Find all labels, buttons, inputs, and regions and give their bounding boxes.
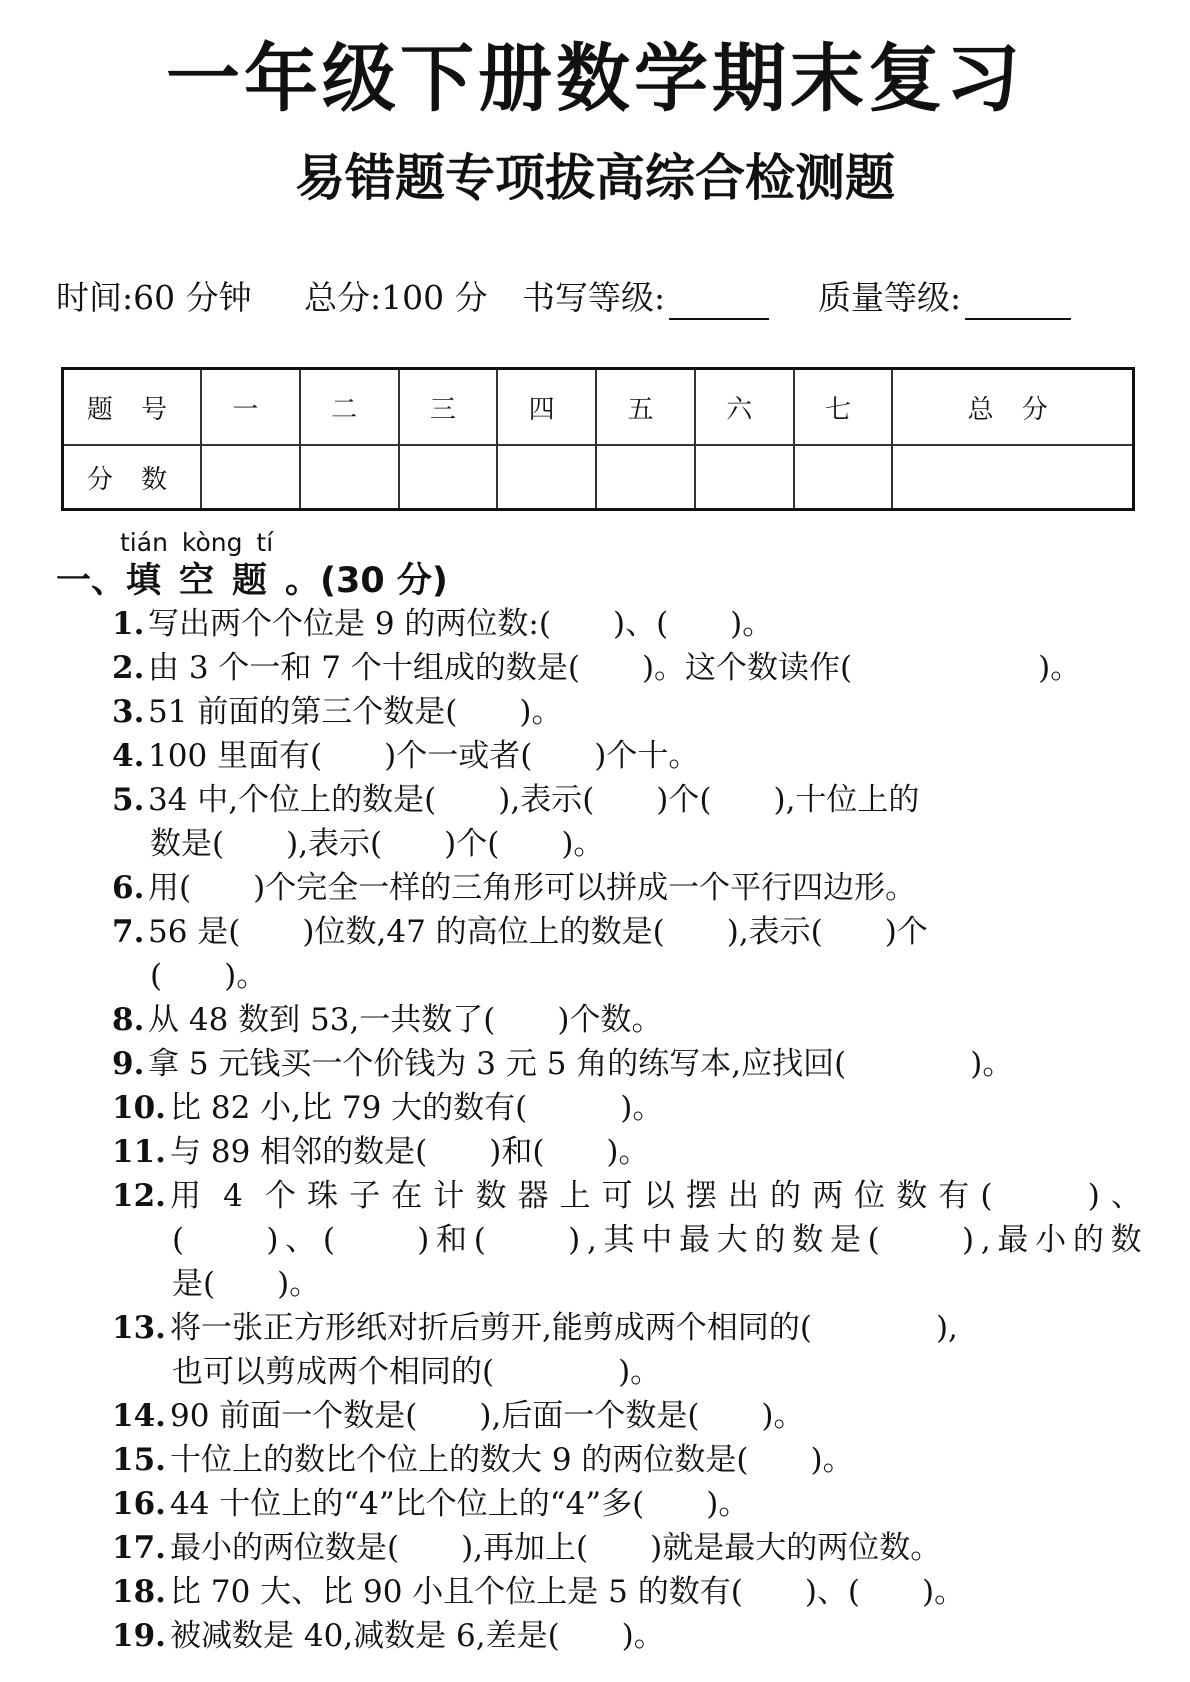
question-char: 的 <box>1072 1222 1104 1258</box>
question-number: 10. <box>112 1090 166 1126</box>
question-char: ( <box>322 1222 335 1258</box>
question-char: 出 <box>727 1178 759 1214</box>
score-table-header-cell: 题 号 <box>63 369 202 446</box>
question-char: ) <box>1087 1178 1100 1214</box>
score-cell[interactable] <box>596 445 695 510</box>
writing-grade-blank[interactable] <box>669 278 769 320</box>
question-char: 数 <box>475 1178 507 1214</box>
score-table <box>61 367 1135 511</box>
question-text: 44 十位上的“4”比个位上的“4”多( )。 <box>170 1486 750 1522</box>
question-char <box>191 1218 222 1262</box>
question-char: 用 <box>170 1178 201 1214</box>
question-char: 数 <box>792 1222 824 1258</box>
question-char: ) <box>961 1222 975 1258</box>
question-char <box>379 1218 410 1262</box>
score-cell[interactable] <box>201 445 300 510</box>
question-text <box>170 1174 1142 1218</box>
question-number: 1. <box>112 606 145 642</box>
question-text: ( )。 <box>150 958 268 994</box>
question-text: 51 前面的第三个数是( )。 <box>148 694 563 730</box>
question-number: 18. <box>112 1574 166 1610</box>
question-text: 比 70 大、比 90 小且个位上是 5 的数有( )、( )。 <box>170 1574 966 1610</box>
question-number: 14. <box>112 1398 166 1434</box>
question-char: 的 <box>769 1178 801 1214</box>
question-char: 最 <box>679 1222 710 1258</box>
score-table-header-cell: 六 <box>695 369 794 446</box>
score-cell[interactable] <box>399 445 498 510</box>
question-number: 11. <box>112 1134 166 1170</box>
score-table-header-cell: 五 <box>596 369 695 446</box>
question-text: 写出两个个位是 9 的两位数:( )、( )。 <box>148 606 774 642</box>
writing-grade <box>522 276 818 320</box>
question-number: 2. <box>112 650 145 686</box>
question-number: 15. <box>112 1442 166 1478</box>
question-number: 5. <box>112 782 145 818</box>
question-char: 小 <box>1035 1222 1067 1258</box>
question-number: 6. <box>112 870 145 906</box>
question-char: 和 <box>436 1222 468 1258</box>
question-text <box>172 1218 1142 1262</box>
score-table-header-cell: 一 <box>201 369 300 446</box>
question-char: 的 <box>754 1222 786 1258</box>
question-number: 8. <box>112 1002 145 1038</box>
score-cell[interactable] <box>892 445 1133 510</box>
question-number: 13. <box>112 1310 166 1346</box>
question-char: 是 <box>829 1222 861 1258</box>
quality-grade-label: 质量等级: <box>818 278 962 317</box>
question-char: 计 <box>433 1178 465 1214</box>
question-char: 数 <box>896 1178 928 1214</box>
question-char: 两 <box>812 1178 844 1214</box>
question-text: 34 中,个位上的数是( ),表示( )个( ),十位上的 <box>148 782 920 818</box>
question-char: 数 <box>1110 1222 1142 1258</box>
question-char: 位 <box>854 1178 886 1214</box>
question-text: 拿 5 元钱买一个价钱为 3 元 5 角的练写本,应找回( )。 <box>148 1046 1014 1082</box>
question-number: 16. <box>112 1486 166 1522</box>
question-char: 上 <box>559 1178 591 1214</box>
question-text: 用( )个完全一样的三角形可以拼成一个平行四边形。 <box>148 870 917 906</box>
question-char: 中 <box>641 1222 673 1258</box>
question-text: 最小的两位数是( ),再加上( )就是最大的两位数。 <box>170 1530 942 1566</box>
question-char: 个 <box>265 1178 297 1214</box>
question-char: , <box>586 1222 597 1258</box>
question-char: ( <box>172 1222 185 1258</box>
score-table-header-cell: 三 <box>399 369 498 446</box>
question-text: 十位上的数比个位上的数大 9 的两位数是( )。 <box>170 1442 854 1478</box>
question-text: 也可以剪成两个相同的( )。 <box>172 1354 662 1390</box>
question-text: 将一张正方形纸对折后剪开,能剪成两个相同的( ), <box>170 1310 958 1346</box>
question-char: 珠 <box>307 1178 339 1214</box>
question-char: ( <box>867 1222 880 1258</box>
quality-grade-blank[interactable] <box>965 278 1071 320</box>
exam-info-bar <box>56 276 1134 320</box>
score-table-header-cell: 二 <box>300 369 399 446</box>
writing-grade-label: 书写等级: <box>522 278 666 317</box>
question-number: 19. <box>112 1618 166 1654</box>
section-title: 一、填空题。(30 分) <box>56 561 448 601</box>
question-number: 4. <box>112 738 145 774</box>
question-char: 其 <box>603 1222 635 1258</box>
question-char <box>229 1218 260 1262</box>
question-char <box>1004 1174 1035 1218</box>
question-char: ) <box>266 1222 279 1258</box>
question-char: ( <box>980 1178 993 1214</box>
score-table-header-cell: 四 <box>497 369 596 446</box>
score-table-score-row <box>63 445 1134 510</box>
question-char: 、 <box>285 1222 317 1258</box>
score-table-header-cell: 七 <box>794 369 893 446</box>
question-char: 、 <box>1110 1178 1142 1214</box>
question-text: 与 89 相邻的数是( )和( )。 <box>170 1134 650 1170</box>
time-info: 时间:60 分钟 <box>56 278 252 317</box>
quality-grade <box>818 276 1071 320</box>
question-char <box>887 1218 918 1262</box>
question-char: 4 <box>223 1178 243 1214</box>
question-char: 在 <box>391 1178 423 1214</box>
question-char: 有 <box>938 1178 970 1214</box>
score-cell[interactable] <box>794 445 893 510</box>
question-text: 56 是( )位数,47 的高位上的数是( ),表示( )个 <box>148 914 928 950</box>
question-text: 100 里面有( )个一或者( )个十。 <box>148 738 700 774</box>
question-text: 数是( ),表示( )个( )。 <box>150 826 605 862</box>
score-table-header-cell: 总 分 <box>892 369 1133 446</box>
question-number: 9. <box>112 1046 145 1082</box>
question-number: 12. <box>112 1178 166 1214</box>
question-char: ( <box>473 1222 486 1258</box>
question-text: 从 48 数到 53,一共数了( )个数。 <box>148 1002 663 1038</box>
question-char: 器 <box>517 1178 549 1214</box>
score-cell[interactable] <box>695 445 794 510</box>
section-pinyin: tián kòng tí <box>120 528 274 557</box>
question-text: 比 82 小,比 79 大的数有( )。 <box>170 1090 664 1126</box>
question-text: 由 3 个一和 7 个十组成的数是( )。这个数读作( )。 <box>148 650 1082 686</box>
question-char: ) <box>417 1222 430 1258</box>
question-text: 是( )。 <box>172 1266 321 1302</box>
question-char: 子 <box>349 1178 381 1214</box>
score-cell[interactable] <box>497 445 596 510</box>
page-title: 一年级下册数学期末复习 <box>166 36 1024 122</box>
question-char: 以 <box>643 1178 675 1214</box>
question-char <box>924 1218 955 1262</box>
question-char: ) <box>568 1222 581 1258</box>
question-number: 3. <box>112 694 145 730</box>
score-row-label: 分 数 <box>63 445 202 510</box>
page-subtitle: 易错题专项拔高综合检测题 <box>295 148 895 207</box>
question-char: 摆 <box>685 1178 717 1214</box>
question-char: 可 <box>601 1178 633 1214</box>
question-char <box>493 1218 524 1262</box>
question-text: 被减数是 40,减数是 6,差是( )。 <box>170 1618 665 1654</box>
total-score-info: 总分:100 分 <box>304 278 488 317</box>
score-cell[interactable] <box>300 445 399 510</box>
question-char: 大 <box>716 1222 748 1258</box>
question-number: 7. <box>112 914 145 950</box>
question-number: 17. <box>112 1530 166 1566</box>
question-char <box>342 1218 373 1262</box>
question-text: 90 前面一个数是( ),后面一个数是( )。 <box>170 1398 805 1434</box>
question-char: 最 <box>997 1222 1029 1258</box>
question-char <box>1046 1174 1077 1218</box>
question-char: , <box>980 1222 991 1258</box>
question-char <box>530 1218 561 1262</box>
score-table-header-row <box>63 369 1134 446</box>
